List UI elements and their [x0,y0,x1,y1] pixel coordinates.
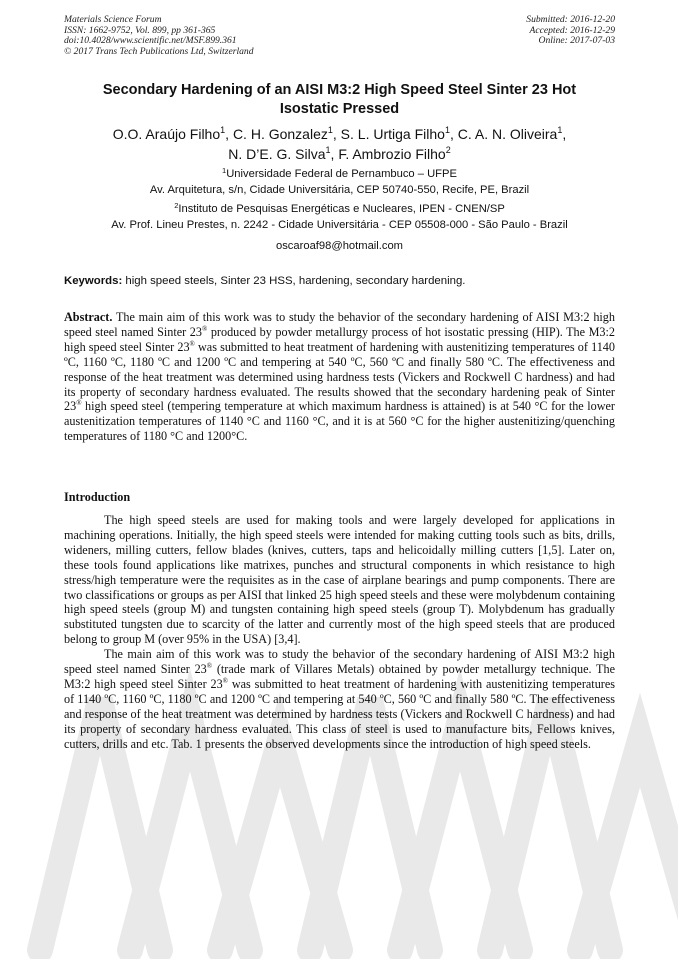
submitted-date: Submitted: 2016-12-20 [526,14,615,25]
author-affiliation-mark: 1 [325,145,331,155]
keywords-label: Keywords: [64,275,123,287]
online-date: Online: 2017-07-03 [538,35,615,47]
affiliation-1 [64,167,615,198]
affiliation-mark: 1 [222,166,227,175]
affiliation-institution: Universidade Federal de Pernambuco – UFPE [226,168,457,180]
affiliation-mark: 2 [174,201,179,210]
author-name: O.O. Araújo Filho [112,126,221,142]
author-name: F. Ambrozio Filho [338,146,446,162]
section-heading-introduction: Introduction [64,490,131,504]
copyright: © 2017 Trans Tech Publications Ltd, Switzerland [64,45,254,57]
abstract [64,310,615,444]
affiliation-address: Av. Arquitetura, s/n, Cidade Universitária, CEP 50740-550, Recife, PE, Brazil [149,183,530,196]
affiliation-institution: Instituto de Pesquisas Energéticas e Nucleares, IPEN - CNEN/SP [178,203,505,215]
author-list: O.O. Araújo Filho$^1$, C. H. Gonzalez$^1$, S. L. Urtiga Filho$^1$, C. A. N. Oliveira$^1$, N. D’E. G. Silva$^1$, F. Ambrozio Filho$^2$ [112,125,567,162]
abstract-text: produced by powder metallurgy process of hot isostatic pressing (HIP). The M3:2 high speed steel Sinter 23 [64,324,615,354]
journal-info [64,15,254,57]
affiliation-2 [64,202,615,233]
author-affiliation-mark: 1 [220,125,226,135]
issn: ISSN: 1662-9752, Vol. 899, pp 361-365 [64,24,216,36]
keywords [64,274,615,289]
contact-email[interactable]: oscaroaf98@hotmail.com [275,240,404,252]
affiliation-address: Av. Prof. Lineu Prestes, n. 2242 - Cidade Universitária - CEP 05508-000 - São Paulo - Brazil [111,218,568,231]
publication-dates [526,15,615,47]
author-affiliation-mark: 1 [444,125,450,135]
paper-title [64,81,615,119]
journal-name: Materials Science Forum [64,14,162,25]
registered-mark: ® [201,324,208,333]
paragraph-text: The main aim of this work was to study the behavior of the secondary hardening of AISI M3:2 high speed steel named Sinter 23 [64,647,615,677]
title-line-1: Secondary Hardening of an AISI M3:2 High Speed Steel Sinter 23 Hot [102,82,577,98]
introduction-paragraph-2 [64,647,615,751]
abstract-label: Abstract. [64,310,113,324]
introduction-body [64,513,615,752]
registered-mark: ® [206,662,213,671]
author-affiliation-mark: 1 [327,125,333,135]
author-name: C. A. N. Oliveira [457,126,558,142]
keywords-text: high speed steels, Sinter 23 HSS, hardening, secondary hardening. [122,275,466,287]
author-affiliation-mark: 2 [445,145,451,155]
registered-mark: ® [76,399,82,408]
registered-mark: ® [189,339,195,348]
author-name: S. L. Urtiga Filho [340,126,445,142]
author-name: C. H. Gonzalez [232,126,328,142]
registered-mark: ® [222,676,228,685]
accepted-date: Accepted: 2016-12-29 [529,24,615,36]
paragraph-text: (trade mark of Villares Metals) obtained by powder metallurgy technique. The M3:2 high speed steel Sinter 23 [64,662,615,691]
paragraph-text: was submitted to heat treatment of hardening with austenitizing temperatures of 1140 ºC, 1160 ºC, 1180 ºC and 1200 ºC and tempering at 540 ºC, 560 ºC and finally 580 ºC. The effectiveness and response of the heat treatment was determined by hardness tests (Vickers and Rockwell C hardness) and had its property of secondary hardness evaluated. This class of steel is used to manufacture bits, Fellows knives, cutters, drills and etc. Tab. 1 presents the observed developments since the introduction of high speed steels. [64,676,615,751]
abstract-text: The main aim of this work was to study the behavior of the secondary hardening of AISI M3:2 high speed steel named Sinter 23 [64,310,615,339]
abstract-text: high speed steel (tempering temperature at which maximum hardness is attained) is at 540 °C for the lower austenitization temperatures of 1140 °C and 1160 °C, and it is at 560 °C for the higher austenitizing/quenching temperatures of 1180 °C and 1200°C. [64,399,615,444]
author-affiliation-mark: 1 [557,125,563,135]
title-line-2: Isostatic Pressed [279,101,400,117]
author-name: N. D’E. G. Silva [228,146,326,162]
doi: doi:10.4028/www.scientific.net/MSF.899.361 [64,35,237,47]
introduction-paragraph-1: The high speed steels are used for making tools and were largely developed for applications in machining operations. Initially, the high speed steels were intended for making cutting tools such as bits, drills, wideners, milling cutters, fellow blades (knives, cutters, taps and helicoidally milling cutters [1,5]. Later on, these tools found applications like matrixes, punches and structural components in which resistance to high stress/high temperature were the requisites as in the case of airplane bearings and pump components. There are two classifications or groups as per AISI that linked 25 high speed steels and these were molybdenum containing high speed steels (group M) and tungsten containing high speed steels (group T). Molybdenum has gradually substituted tungsten due to scarcity of the latter and currently most of the high speed steels that are produced belong to group M (over 95% in the USA) [3,4]. [64,513,615,647]
abstract-text: was submitted to heat treatment of hardening with austenitizing temperatures of 1140 ºC, 1160 ºC, 1180 ºC and 1200 ºC and tempering at 540 ºC, 560 ºC and finally 580 ºC. The effectiveness and response of the heat treatment was determined using hardness tests (Vickers and Rockwell C hardness) and had its property of secondary hardness evaluated. The results showed that the secondary hardening peak of Sinter 23 [64,339,615,414]
